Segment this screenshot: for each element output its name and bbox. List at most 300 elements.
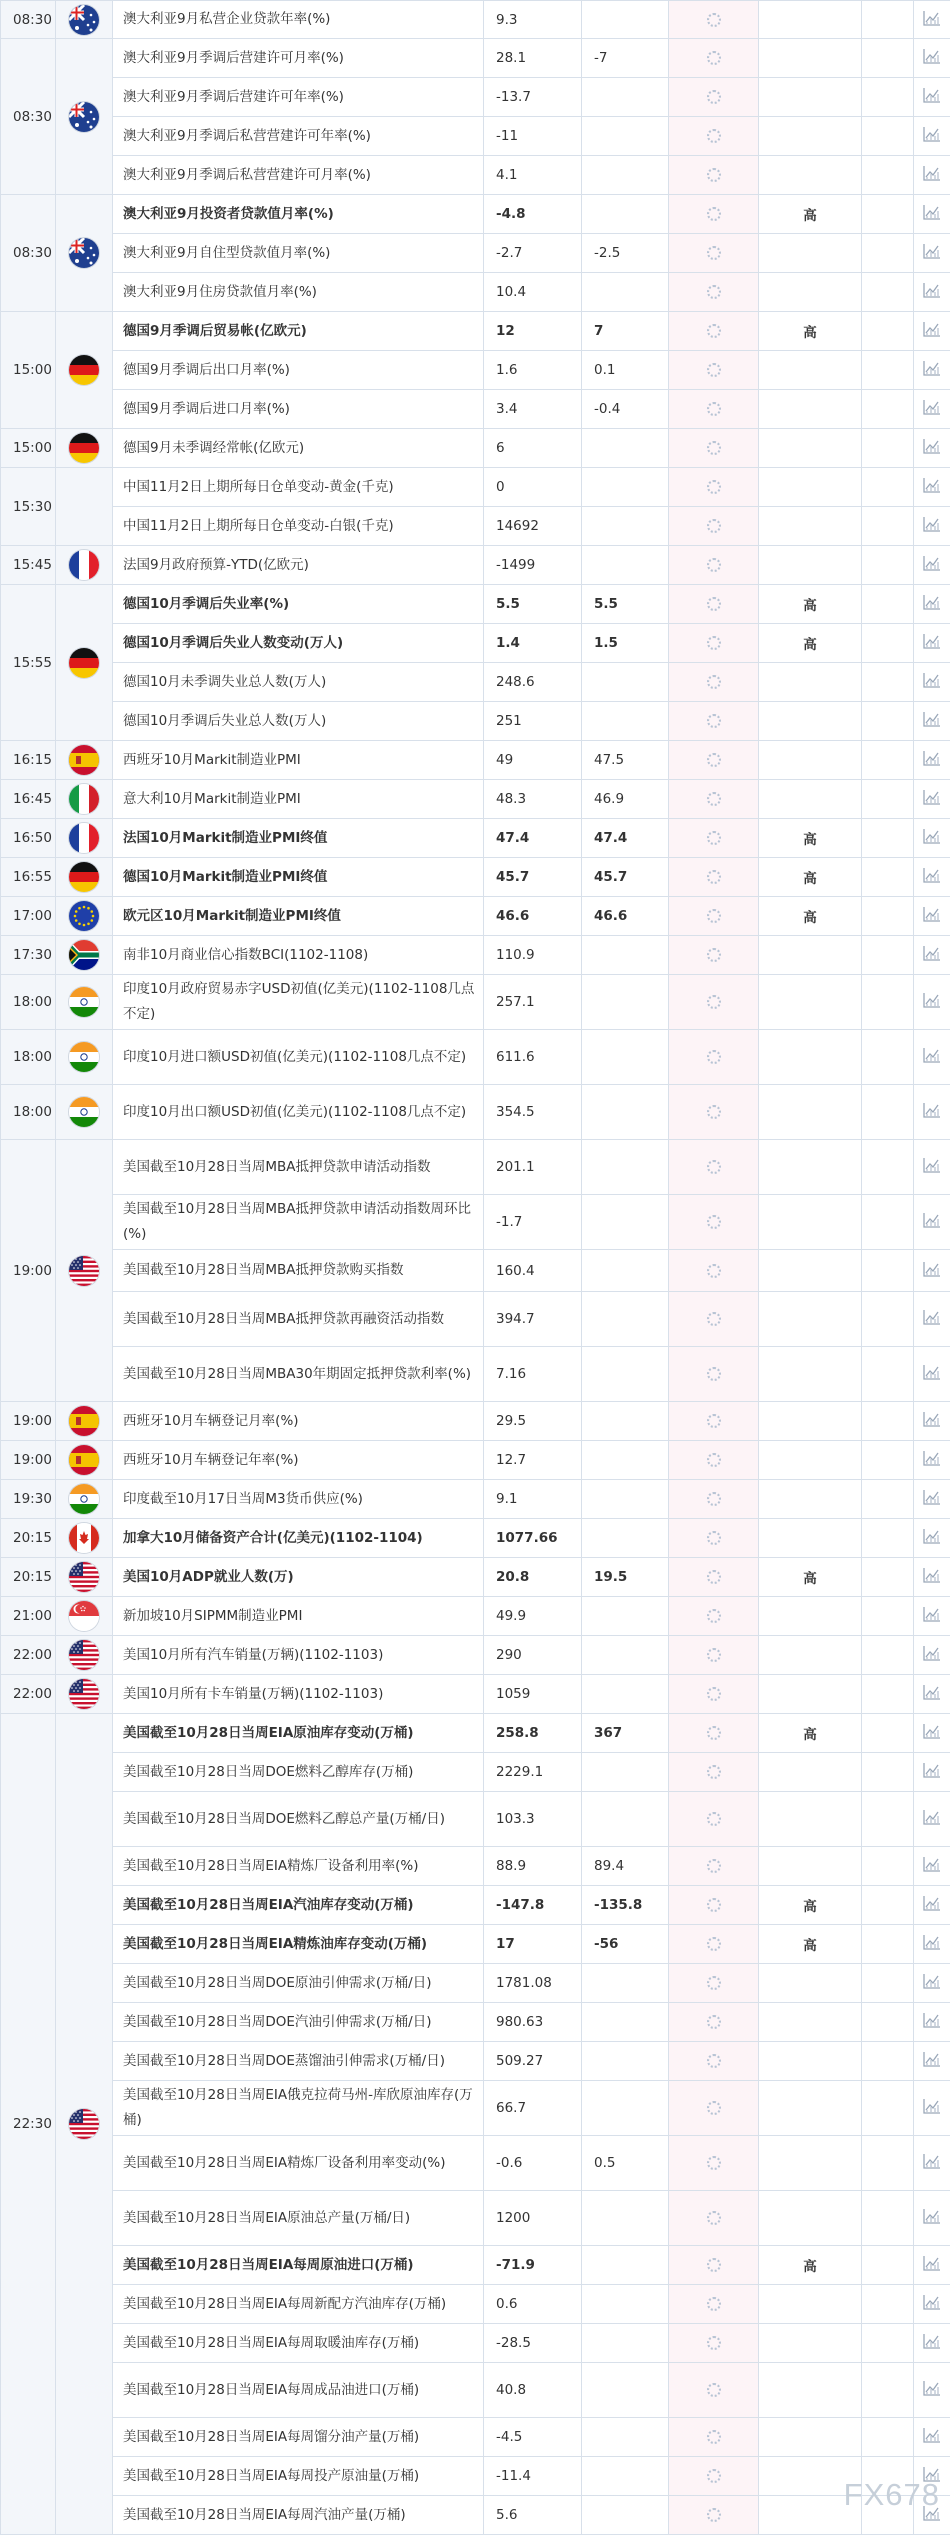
empty-cell [862,273,914,312]
chart-icon[interactable] [923,992,941,1012]
chart-link[interactable] [914,1847,950,1886]
event-name: 美国截至10月28日当周DOE原油引伸需求(万桶/日) [113,1964,484,2003]
importance-label: 高 [759,624,862,663]
event-name: 法国10月Markit制造业PMI终值 [113,819,484,858]
singapore-flag-icon [69,1601,99,1631]
actual-value-pending [669,1250,759,1292]
forecast-value [582,1597,669,1636]
chart-link[interactable] [914,2042,950,2081]
chart-link[interactable] [914,1250,950,1292]
chart-link[interactable] [914,2418,950,2457]
event-row [1,2363,950,2418]
event-time: 17:30 [1,936,56,975]
chart-icon[interactable] [923,1528,941,1548]
chart-icon[interactable] [923,1212,941,1232]
actual-value-pending [669,2363,759,2418]
chart-icon[interactable] [923,945,941,965]
italy-flag-icon [69,784,99,814]
chart-link[interactable] [914,1558,950,1597]
previous-value: 47.4 [484,819,582,858]
loading-spinner-icon [707,2508,721,2522]
previous-value: 45.7 [484,858,582,897]
chart-link[interactable] [914,1519,950,1558]
chart-icon[interactable] [923,594,941,614]
chart-link[interactable] [914,780,950,819]
chart-icon[interactable] [923,1411,941,1431]
chart-link[interactable] [914,2136,950,2191]
eurozone-flag-icon [69,901,99,931]
chart-link[interactable] [914,702,950,741]
event-name: 印度截至10月17日当周M3货币供应(%) [113,1480,484,1519]
empty-cell [862,1886,914,1925]
event-name: 德国9月未季调经常帐(亿欧元) [113,429,484,468]
actual-value-pending [669,1347,759,1402]
importance-label [759,1441,862,1480]
event-row [1,2457,950,2496]
event-name: 法国9月政府预算-YTD(亿欧元) [113,546,484,585]
event-row [1,1964,950,2003]
actual-value-pending [669,1402,759,1441]
chart-link[interactable] [914,1714,950,1753]
empty-cell [862,702,914,741]
event-time: 08:30 [1,1,56,39]
chart-icon[interactable] [923,2427,941,2447]
chart-icon[interactable] [923,1102,941,1122]
event-row [1,507,950,546]
event-time: 22:00 [1,1675,56,1714]
actual-value-pending [669,312,759,351]
chart-link[interactable] [914,273,950,312]
event-row [1,1753,950,1792]
chart-link[interactable] [914,585,950,624]
empty-cell [862,2003,914,2042]
event-name: 美国截至10月28日当周MBA抵押贷款购买指数 [113,1250,484,1292]
loading-spinner-icon [707,2336,721,2350]
chart-icon[interactable] [923,1973,941,1993]
germany-flag-icon [69,648,99,678]
empty-cell [862,858,914,897]
chart-link[interactable] [914,468,950,507]
actual-value-pending [669,1292,759,1347]
chart-link[interactable] [914,1140,950,1195]
loading-spinner-icon [707,1531,721,1545]
forecast-value: 7 [582,312,669,351]
chart-link[interactable] [914,2246,950,2285]
event-name: 澳大利亚9月私营企业贷款年率(%) [113,1,484,39]
chart-icon[interactable] [923,204,941,224]
chart-link[interactable] [914,156,950,195]
chart-link[interactable] [914,1402,950,1441]
chart-icon[interactable] [923,711,941,731]
chart-icon[interactable] [923,477,941,497]
chart-icon[interactable] [923,1723,941,1743]
chart-link[interactable] [914,1753,950,1792]
chart-link[interactable] [914,1964,950,2003]
chart-link[interactable] [914,741,950,780]
chart-icon[interactable] [923,2012,941,2032]
chart-icon[interactable] [923,1047,941,1067]
loading-spinner-icon [707,90,721,104]
event-name: 西班牙10月车辆登记月率(%) [113,1402,484,1441]
previous-value: -11 [484,117,582,156]
chart-link[interactable] [914,1636,950,1675]
chart-icon[interactable] [923,1895,941,1915]
empty-cell [862,390,914,429]
chart-icon[interactable] [923,672,941,692]
chart-link[interactable] [914,507,950,546]
forecast-value: 367 [582,1714,669,1753]
chart-icon[interactable] [923,399,941,419]
actual-value-pending [669,585,759,624]
actual-value-pending [669,195,759,234]
chart-link[interactable] [914,2191,950,2246]
chart-link[interactable] [914,897,950,936]
importance-label [759,1792,862,1847]
event-name: 西班牙10月Markit制造业PMI [113,741,484,780]
loading-spinner-icon [707,2297,721,2311]
france-flag-icon [69,550,99,580]
event-name: 美国截至10月28日当周EIA精炼油库存变动(万桶) [113,1925,484,1964]
importance-label [759,741,862,780]
event-row [1,312,950,351]
previous-value: 29.5 [484,1402,582,1441]
previous-value: 1059 [484,1675,582,1714]
importance-label [759,1402,862,1441]
actual-value-pending [669,1792,759,1847]
event-time: 16:50 [1,819,56,858]
event-name: 美国截至10月28日当周EIA原油库存变动(万桶) [113,1714,484,1753]
actual-value-pending [669,1085,759,1140]
previous-value: -2.7 [484,234,582,273]
chart-link[interactable] [914,1,950,39]
loading-spinner-icon [707,1312,721,1326]
united-states-flag-icon [69,2109,99,2139]
forecast-value [582,702,669,741]
united-states-flag-icon [69,1256,99,1286]
loading-spinner-icon [707,1898,721,1912]
loading-spinner-icon [707,285,721,299]
chart-icon[interactable] [923,633,941,653]
country-flag-cell [56,858,113,897]
chart-link[interactable] [914,1292,950,1347]
importance-label [759,39,862,78]
event-row [1,663,950,702]
event-row [1,429,950,468]
event-row [1,390,950,429]
event-row [1,1480,950,1519]
chart-icon[interactable] [923,1645,941,1665]
actual-value-pending [669,2003,759,2042]
importance-label [759,351,862,390]
empty-cell [862,585,914,624]
event-name: 美国10月ADP就业人数(万) [113,1558,484,1597]
loading-spinner-icon [707,2430,721,2444]
event-time: 16:45 [1,780,56,819]
empty-cell [862,39,914,78]
loading-spinner-icon [707,168,721,182]
chart-link[interactable] [914,78,950,117]
country-flag-cell [56,39,113,195]
empty-cell [862,1847,914,1886]
country-flag-cell [56,429,113,468]
forecast-value [582,2418,669,2457]
chart-icon[interactable] [923,1364,941,1384]
forecast-value: 5.5 [582,585,669,624]
chart-icon[interactable] [923,1606,941,1626]
empty-cell [862,1597,914,1636]
importance-label: 高 [759,897,862,936]
loading-spinner-icon [707,714,721,728]
event-name: 美国截至10月28日当周EIA每周馏分油产量(万桶) [113,2418,484,2457]
chart-icon[interactable] [923,789,941,809]
forecast-value [582,975,669,1030]
previous-value: 88.9 [484,1847,582,1886]
previous-value: 5.5 [484,585,582,624]
loading-spinner-icon [707,1453,721,1467]
loading-spinner-icon [707,246,721,260]
chart-icon[interactable] [923,1684,941,1704]
chart-link[interactable] [914,2363,950,2418]
empty-cell [862,2081,914,2136]
chart-link[interactable] [914,546,950,585]
forecast-value [582,78,669,117]
empty-cell [862,1636,914,1675]
chart-icon[interactable] [923,126,941,146]
previous-value: 12.7 [484,1441,582,1480]
chart-icon[interactable] [923,321,941,341]
chart-icon[interactable] [923,555,941,575]
importance-label [759,2081,862,2136]
loading-spinner-icon [707,51,721,65]
actual-value-pending [669,1558,759,1597]
chart-icon[interactable] [923,1309,941,1329]
previous-value: 49.9 [484,1597,582,1636]
chart-icon[interactable] [923,10,941,30]
event-name: 澳大利亚9月住房贷款值月率(%) [113,273,484,312]
empty-cell [862,1250,914,1292]
chart-link[interactable] [914,351,950,390]
event-row [1,1519,950,1558]
empty-cell [862,1441,914,1480]
event-time: 15:55 [1,585,56,741]
chart-icon[interactable] [923,1567,941,1587]
forecast-value [582,2081,669,2136]
actual-value-pending [669,2246,759,2285]
chart-link[interactable] [914,195,950,234]
chart-icon[interactable] [923,2333,941,2353]
chart-link[interactable] [914,624,950,663]
chart-link[interactable] [914,975,950,1030]
importance-label [759,2191,862,2246]
forecast-value [582,1250,669,1292]
forecast-value: -7 [582,39,669,78]
chart-icon[interactable] [923,165,941,185]
forecast-value [582,156,669,195]
chart-link[interactable] [914,1480,950,1519]
event-row [1,1886,950,1925]
importance-label [759,975,862,1030]
chart-icon[interactable] [923,906,941,926]
chart-icon[interactable] [923,1157,941,1177]
chart-link[interactable] [914,2081,950,2136]
chart-icon[interactable] [923,2294,941,2314]
chart-icon[interactable] [923,1261,941,1281]
actual-value-pending [669,1636,759,1675]
chart-link[interactable] [914,1085,950,1140]
event-name: 美国截至10月28日当周EIA精炼厂设备利用率(%) [113,1847,484,1886]
chart-icon[interactable] [923,1450,941,1470]
previous-value: 1781.08 [484,1964,582,2003]
chart-link[interactable] [914,858,950,897]
event-row [1,39,950,78]
event-row [1,195,950,234]
previous-value: 257.1 [484,975,582,1030]
event-row [1,975,950,1030]
india-flag-icon [69,1484,99,1514]
chart-link[interactable] [914,429,950,468]
event-row [1,858,950,897]
country-flag-cell [56,1636,113,1675]
chart-icon[interactable] [923,2380,941,2400]
chart-icon[interactable] [923,243,941,263]
united-states-flag-icon [69,1640,99,1670]
importance-label [759,507,862,546]
chart-link[interactable] [914,1441,950,1480]
previous-value: 49 [484,741,582,780]
chart-icon[interactable] [923,2255,941,2275]
chart-icon[interactable] [923,1809,941,1829]
previous-value: 611.6 [484,1030,582,1085]
loading-spinner-icon [707,2015,721,2029]
event-name: 德国10月季调后失业总人数(万人) [113,702,484,741]
event-name: 美国截至10月28日当周MBA抵押贷款申请活动指数周环比(%) [113,1195,484,1250]
empty-cell [862,2136,914,2191]
chart-icon[interactable] [923,87,941,107]
actual-value-pending [669,2042,759,2081]
chart-link[interactable] [914,117,950,156]
chart-link[interactable] [914,819,950,858]
chart-link[interactable] [914,1347,950,1402]
empty-cell [862,936,914,975]
chart-icon[interactable] [923,2098,941,2118]
forecast-value: -56 [582,1925,669,1964]
event-time: 19:00 [1,1441,56,1480]
loading-spinner-icon [707,1367,721,1381]
empty-cell [862,1675,914,1714]
chart-icon[interactable] [923,750,941,770]
chart-icon[interactable] [923,2153,941,2173]
empty-cell [862,468,914,507]
event-name: 新加坡10月SIPMM制造业PMI [113,1597,484,1636]
chart-icon[interactable] [923,48,941,68]
chart-link[interactable] [914,1597,950,1636]
importance-label [759,1347,862,1402]
empty-cell [862,1714,914,1753]
chart-icon[interactable] [923,282,941,302]
event-row [1,1292,950,1347]
chart-link[interactable] [914,390,950,429]
importance-label [759,117,862,156]
event-row [1,273,950,312]
chart-link[interactable] [914,936,950,975]
event-row [1,2418,950,2457]
previous-value: 1200 [484,2191,582,2246]
country-flag-cell [56,1441,113,1480]
chart-link[interactable] [914,1195,950,1250]
chart-icon[interactable] [923,438,941,458]
previous-value: 394.7 [484,1292,582,1347]
chart-link[interactable] [914,312,950,351]
event-row [1,1140,950,1195]
chart-icon[interactable] [923,1934,941,1954]
forecast-value: 1.5 [582,624,669,663]
previous-value: -0.6 [484,2136,582,2191]
country-flag-cell [56,195,113,312]
chart-link[interactable] [914,2324,950,2363]
importance-label [759,390,862,429]
chart-icon[interactable] [923,2208,941,2228]
chart-icon[interactable] [923,1489,941,1509]
previous-value: 20.8 [484,1558,582,1597]
loading-spinner-icon [707,1687,721,1701]
chart-link[interactable] [914,663,950,702]
loading-spinner-icon [707,753,721,767]
chart-icon[interactable] [923,2051,941,2071]
empty-cell [862,2042,914,2081]
event-name: 印度10月出口额USD初值(亿美元)(1102-1108几点不定) [113,1085,484,1140]
chart-link[interactable] [914,1675,950,1714]
event-name: 美国截至10月28日当周EIA每周投产原油量(万桶) [113,2457,484,2496]
country-flag-cell [56,741,113,780]
importance-label [759,78,862,117]
country-flag-cell [56,1558,113,1597]
event-time: 16:55 [1,858,56,897]
forecast-value [582,2003,669,2042]
event-name: 德国10月Markit制造业PMI终值 [113,858,484,897]
actual-value-pending [669,1964,759,2003]
event-name: 南非10月商业信心指数BCI(1102-1108) [113,936,484,975]
chart-link[interactable] [914,1030,950,1085]
loading-spinner-icon [707,1648,721,1662]
importance-label [759,468,862,507]
chart-link[interactable] [914,2003,950,2042]
actual-value-pending [669,2285,759,2324]
empty-cell [862,1558,914,1597]
chart-link[interactable] [914,39,950,78]
forecast-value [582,2042,669,2081]
empty-cell [862,351,914,390]
forecast-value [582,546,669,585]
chart-link[interactable] [914,2285,950,2324]
chart-link[interactable] [914,1886,950,1925]
event-row [1,1195,950,1250]
event-row [1,2285,950,2324]
chart-icon[interactable] [923,867,941,887]
chart-link[interactable] [914,1925,950,1964]
chart-icon[interactable] [923,1762,941,1782]
previous-value: 6 [484,429,582,468]
forecast-value [582,1441,669,1480]
forecast-value [582,1030,669,1085]
chart-icon[interactable] [923,360,941,380]
chart-icon[interactable] [923,1856,941,1876]
chart-link[interactable] [914,1792,950,1847]
actual-value-pending [669,546,759,585]
chart-link[interactable] [914,234,950,273]
chart-icon[interactable] [923,516,941,536]
empty-cell [862,2418,914,2457]
chart-icon[interactable] [923,828,941,848]
